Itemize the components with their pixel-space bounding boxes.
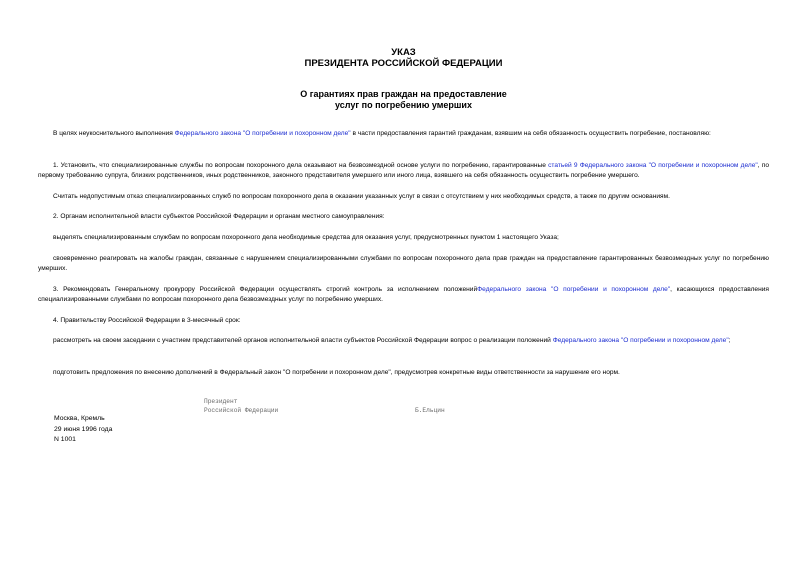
text-span: 3. Рекомендовать Генеральному прокурору Российской Федерации осуществлять строгий контроль за исполнением положений xyxy=(53,286,478,293)
law-link[interactable]: Федерального закона "О погребении и похоронном деле" xyxy=(174,130,351,137)
signature-title-line-1: Президент xyxy=(204,398,238,405)
paragraph-item-3 xyxy=(38,285,769,304)
text-span: , по первому требованию супруга, близких родственников, иных родственников, законного представителя умершего или иного лица, взявшего на себя обязанность осуществить погребение умершего. xyxy=(38,162,769,179)
paragraph-preamble xyxy=(38,129,769,139)
paragraph-item-1 xyxy=(38,161,769,180)
text-span: , касающихся предоставления специализированными службами по вопросам похоронного дела безвозмездных услуг по погребению умерших. xyxy=(38,286,769,303)
paragraph-item-4: 4. Правительству Российской Федерации в 3-месячный срок: xyxy=(53,317,241,324)
law-article-link[interactable]: статьей 9 Федерального закона "О погребении и похоронном деле" xyxy=(548,162,758,169)
text-span: ; xyxy=(728,337,731,344)
heading-line-1: УКАЗ xyxy=(391,47,416,58)
footer-number: N 1001 xyxy=(54,436,76,443)
text-span: В целях неукоснительного выполнения xyxy=(53,130,175,137)
law-link[interactable]: Федерального закона "О погребении и похоронном деле" xyxy=(552,337,729,344)
paragraph-review xyxy=(38,336,769,346)
signature-name: Б.Ельцин xyxy=(415,406,445,414)
paragraph-refusal: Считать недопустимым отказ специализированных служб по вопросам похоронного дела в оказании указанных услуг в связи с отсутствием у них необходимых средств, а также по другим основаниям. xyxy=(53,193,670,200)
subtitle-line-1: О гарантиях прав граждан на предоставление xyxy=(300,89,507,99)
footer-place: Москва, Кремль xyxy=(54,415,105,422)
heading-line-2: ПРЕЗИДЕНТА РОССИЙСКОЙ ФЕДЕРАЦИИ xyxy=(304,58,503,69)
footer-date: 29 июня 1996 года xyxy=(54,425,113,433)
subtitle-line-2: услуг по погребению умерших xyxy=(335,100,472,110)
signature-title-line-2: Российской Федерации xyxy=(204,406,279,414)
text-span: 1. Установить, что специализированные службы по вопросам похоронного дела оказывают на безвозмездной основе услуги по погребению, гарантированные xyxy=(53,162,549,169)
law-link[interactable]: Федерального закона "О погребении и похоронном деле" xyxy=(477,286,671,293)
text-span: рассмотреть на своем заседании с участием представителей органов исполнительной власти субъектов Российской Федерации вопрос о реализации положений xyxy=(53,337,553,344)
decree-subtitle xyxy=(0,89,807,111)
decree-footer xyxy=(54,414,112,446)
paragraph-proposals: подготовить предложения по внесению дополнений в Федеральный закон "О погребении и похоронном деле", предусмотрев конкретные виды ответственности за нарушение его норм. xyxy=(53,369,620,376)
decree-heading xyxy=(0,47,807,69)
paragraph-complaints: своевременно реагировать на жалобы граждан, связанные с нарушением специализированными службами по вопросам похоронного дела прав граждан на предоставление гарантированных безвозмездных услуг по погребению умерших. xyxy=(38,255,769,272)
signature-title xyxy=(204,398,278,415)
paragraph-item-2: 2. Органам исполнительной власти субъектов Российской Федерации и органам местного самоуправления: xyxy=(53,213,385,220)
paragraph-allocate-funds: выделять специализированным службам по вопросам похоронного дела необходимые средства для оказания услуг, предусмотренных пунктом 1 настоящего Указа; xyxy=(53,234,559,241)
text-span: в части предоставления гарантий гражданам, взявшим на себя обязанность осуществить погребение, постановляю: xyxy=(350,130,711,137)
